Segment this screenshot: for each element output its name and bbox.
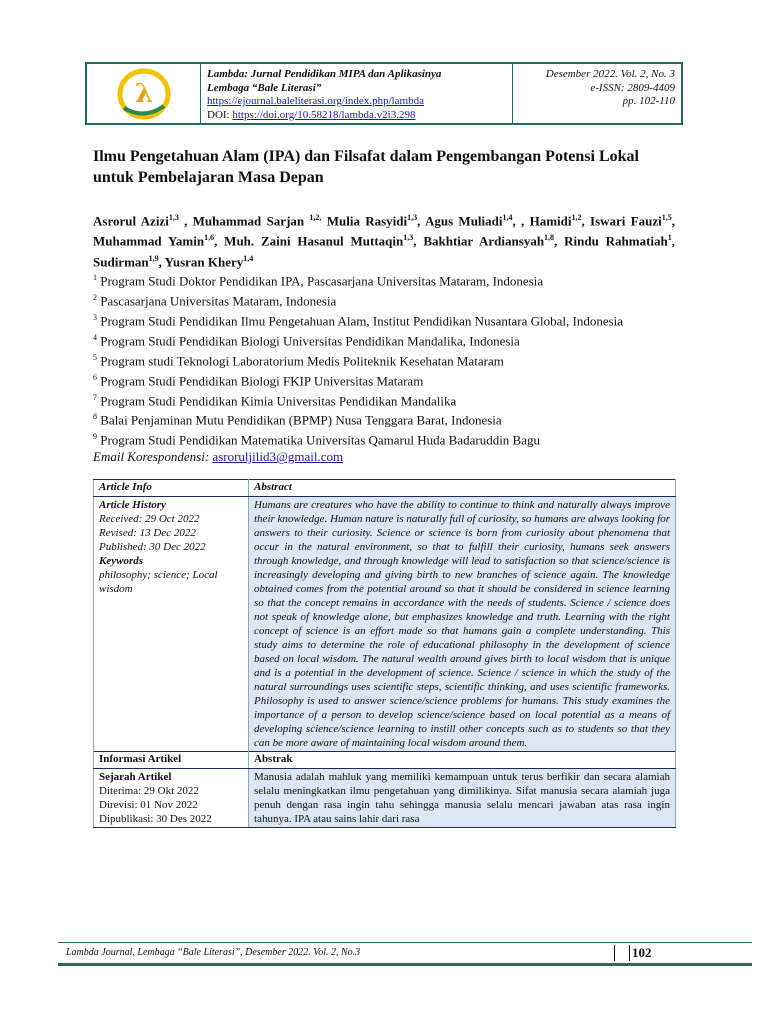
sejarah-artikel-label: Sejarah Artikel <box>99 771 172 783</box>
author-separator: , , <box>512 213 530 229</box>
author-separator: , <box>178 213 193 229</box>
author-name: Hamidi <box>529 213 572 229</box>
affiliation-number: 5 <box>93 352 97 362</box>
affiliation-item <box>93 270 683 290</box>
author-name: Sudirman <box>93 253 149 269</box>
keywords: philosophy; science; Local wisdom <box>99 569 218 595</box>
author-separator: , <box>417 213 425 229</box>
diterima-date: Diterima: 29 Okt 2022 <box>99 785 199 797</box>
email-line <box>93 449 683 466</box>
affiliation-number: 4 <box>93 332 97 342</box>
footer-separator <box>614 945 630 961</box>
page-range: pp. 102-110 <box>622 95 675 107</box>
author-separator: , <box>581 213 591 229</box>
abstract-text: Humans are creatures who have the ability to continue to think and naturally always improve their knowledge. Human nature is naturally full of curiosity, so humans are always looking for answers to their curiosity. Science or science is born from curiosity about phenomena that occur in the natural environment, so that to fulfill their curiosity, humans seek answers through knowledge, and through knowledge will lead to satisfaction so that science/science is increasingly developing and giving birth to new branches of science again. The knowledge obtained comes from the potential around so that it should be considered in science learning so that the concept remains in accordance with the needs of students. Science / science does not speak of knowledge alone, but emphasizes knowledge and truth. Learning with the right concept of science is an effort made so that humans gain a complete understanding. This study aims to determine the role of educational philosophy in the development of science based on local wisdom. The natural wealth around gives birth to local wisdom that is unique and is a potential in the development of science. Science / science in which the study of the natural surroundings uses scientific steps, scientific thinking, and uses scientific frameworks. Philosophy is used to answer science/science problems for humans. This study examines the importance of a person to develop science/science based on local potential as a means of developing science/science learning to instill other concepts such as to students so that they can be more aware of maintaining local wisdom around them. <box>249 497 676 752</box>
author-affiliation-marker: 1,4 <box>502 213 513 222</box>
published-date: Published: 30 Dec 2022 <box>99 541 206 553</box>
affiliation-number: 7 <box>93 392 97 402</box>
article-info-table <box>93 479 676 828</box>
journal-title: Lambda: Jurnal Pendidikan MIPA dan Aplikasinya <box>207 68 442 80</box>
article-title: Ilmu Pengetahuan Alam (IPA) dan Filsafat dalam Pengembangan Potensi Lokal untuk Pembelajaran Masa Depan <box>93 148 639 186</box>
journal-info <box>201 64 513 123</box>
affiliation-item <box>93 350 683 370</box>
dipublikasi-date: Dipublikasi: 30 Des 2022 <box>99 813 212 825</box>
doi-link[interactable]: https://doi.org/10.58218/lambda.v2i3.298 <box>232 108 416 121</box>
author-name: Muh. Zaini Hasanul Muttaqin <box>224 233 404 249</box>
author-affiliation-marker: 1,3 <box>403 233 414 243</box>
informasi-artikel-header: Informasi Artikel <box>94 752 249 769</box>
author-name: Mulia Rasyidi <box>326 213 408 229</box>
author-name: Muhammad Sarjan <box>192 213 310 229</box>
abstract-header: Abstract <box>249 480 676 497</box>
author-name: Yusran Khery <box>164 253 244 269</box>
doi-line <box>207 109 506 123</box>
affiliation-text: Balai Penjaminan Mutu Pendidikan (BPMP) Nusa Tenggara Barat, Indonesia <box>97 412 502 428</box>
journal-publisher: Lembaga “Bale Literasi” <box>207 81 322 94</box>
received-date: Received: 29 Oct 2022 <box>99 513 200 525</box>
author-separator: , <box>554 233 565 249</box>
author-separator: , <box>671 213 676 229</box>
journal-header <box>85 62 683 125</box>
author-affiliation-marker: 1,4 <box>243 253 254 263</box>
author-affiliation-marker: 1,8 <box>544 233 555 243</box>
affiliation-number: 8 <box>93 412 97 422</box>
abstrak-text: Manusia adalah mahluk yang memiliki kemampuan untuk terus berfikir dan secara alamiah selalu meningkatkan ilmu pengetahuan yang dimilikinya. Sifat manusia secara alamiah juga penuh dengan rasa ingin tahu sehingga manusia selalu mencari jawaban atas rasa ingin tahunya. IPA atau sains lahir dari rasa <box>249 769 676 828</box>
author-affiliation-marker: 1,3 <box>168 213 179 222</box>
svg-text:λ: λ <box>134 78 153 109</box>
page-number: 102 <box>632 945 652 960</box>
revised-date: Revised: 13 Dec 2022 <box>99 527 196 539</box>
affiliation-list <box>93 270 683 466</box>
footer-citation: Lambda Journal, Lembaga “Bale Literasi”, Desember 2022. Vol. 2, No.3 <box>66 947 361 958</box>
author-name: Iswari Fauzi <box>590 213 662 229</box>
keywords-label: Keywords <box>99 555 143 567</box>
author-affiliation-marker: 1,5 <box>661 213 672 222</box>
affiliation-text: Program Studi Doktor Pendidikan IPA, Pascasarjana Universitas Mataram, Indonesia <box>97 273 544 289</box>
abstrak-header: Abstrak <box>249 752 676 769</box>
affiliation-text: Program Studi Pendidikan Biologi FKIP Universitas Mataram <box>97 372 424 388</box>
affiliation-number: 6 <box>93 372 97 382</box>
author-name: Asrorul Azizi <box>93 213 169 229</box>
email-label: Email Korespondensi: <box>93 449 213 465</box>
journal-url-link[interactable]: https://ejournal.baleliterasi.org/index.php/lambda <box>207 95 424 107</box>
author-separator: , <box>413 233 424 249</box>
article-info-header: Article Info <box>94 480 249 497</box>
author-name: Bakhtiar Ardiansyah <box>423 233 545 249</box>
affiliation-item <box>93 310 683 330</box>
affiliation-text: Pascasarjana Universitas Mataram, Indonesia <box>97 293 337 309</box>
issue-date: Desember 2022. Vol. 2, No. 3 <box>545 68 675 80</box>
affiliation-item <box>93 429 683 449</box>
email-link[interactable]: asroruljilid3@gmail.com <box>212 449 344 465</box>
affiliation-item <box>93 390 683 410</box>
article-history-cell <box>94 497 249 752</box>
affiliation-item <box>93 409 683 429</box>
affiliation-number: 1 <box>93 273 97 282</box>
issue-info <box>513 64 681 123</box>
affiliation-text: Program Studi Pendidikan Matematika Universitas Qamarul Huda Badaruddin Bagu <box>97 432 540 448</box>
direvisi-date: Direvisi: 01 Nov 2022 <box>99 799 198 811</box>
affiliation-item <box>93 370 683 390</box>
affiliation-text: Program Studi Pendidikan Kimia Universitas Pendidikan Mandalika <box>97 392 457 408</box>
lambda-logo-icon <box>114 68 174 120</box>
author-list <box>93 209 675 270</box>
affiliation-number: 2 <box>93 292 97 302</box>
author-separator: , <box>158 253 165 269</box>
author-name: Agus Muliadi <box>424 213 503 229</box>
author-separator: , <box>214 233 225 249</box>
affiliation-text: Program Studi Pendidikan Biologi Universitas Pendidikan Mandalika, Indonesia <box>97 333 520 349</box>
doi-label: DOI: <box>207 108 233 121</box>
sejarah-artikel-cell <box>94 769 249 828</box>
author-affiliation-marker: 1,6 <box>204 233 215 243</box>
author-affiliation-marker: 1 <box>667 233 672 243</box>
journal-logo <box>87 64 201 123</box>
author-name: Rindu Rahmatiah <box>564 233 668 249</box>
affiliation-number: 3 <box>93 312 97 322</box>
author-affiliation-marker: 1,2, <box>309 213 322 222</box>
author-affiliation-marker: 1,9 <box>148 253 159 263</box>
author-affiliation-marker: 1,3 <box>407 213 418 222</box>
page-footer <box>58 942 752 966</box>
article-history-label: Article History <box>99 499 166 511</box>
affiliation-item <box>93 330 683 350</box>
affiliation-text: Program studi Teknologi Laboratorium Medis Politeknik Kesehatan Mataram <box>97 353 504 369</box>
author-affiliation-marker: 1,2 <box>571 213 582 222</box>
affiliation-text: Program Studi Pendidikan Ilmu Pengetahuan Alam, Institut Pendidikan Nusantara Global, Indonesia <box>97 313 624 329</box>
eissn: e-ISSN: 2809-4409 <box>590 81 675 94</box>
affiliation-item <box>93 290 683 310</box>
affiliation-number: 9 <box>93 432 97 442</box>
author-name: Muhammad Yamin <box>93 233 205 249</box>
author-separator: , <box>671 233 676 249</box>
